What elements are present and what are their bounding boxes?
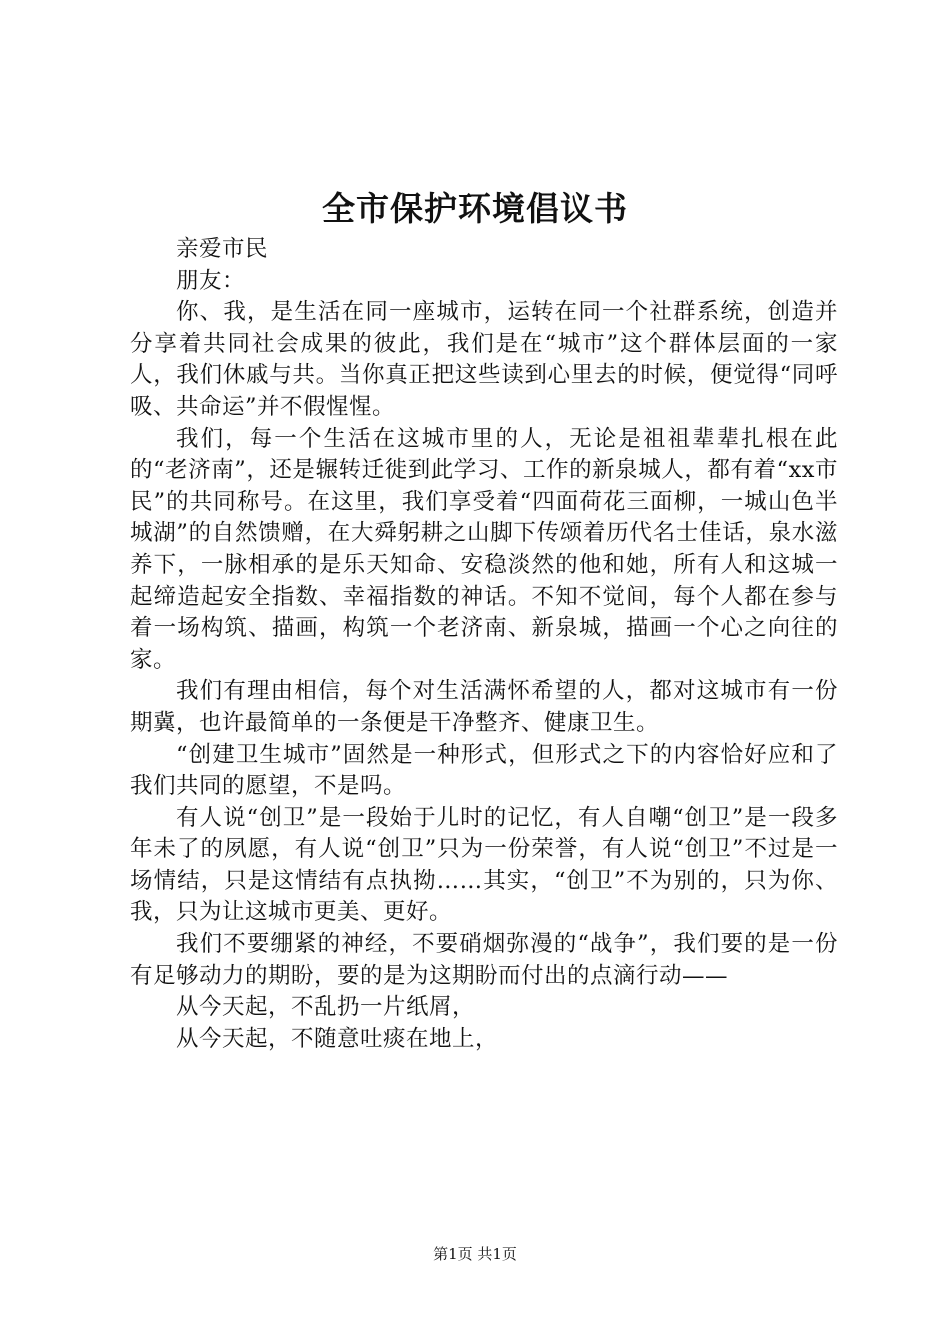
paragraph: 有人说“创卫”是一段始于儿时的记忆，有人自嘲“创卫”是一段多年未了的夙愿，有人说“创卫”只为一份荣誉，有人说“创卫”不过是一场情结，只是这情结有点执拗……其实，“创卫”不为别的，只为你、我，只为让这城市更美、更好。 [130, 804, 838, 926]
paragraph: 我们，每一个生活在这城市里的人，无论是祖祖辈辈扎根在此的“老济南”，还是辗转迁徙到此学习、工作的新泉城人，都有着“xx市民”的共同称号。在这里，我们享受着“四面荷花三面柳，一城山色半城湖”的自然馈赠，在大舜躬耕之山脚下传颂着历代名士佳话，泉水滋养下，一脉相承的是乐天知命、安稳淡然的他和她，所有人和这城一起缔造起安全指数、幸福指数的神话。不知不觉间，每个人都在参与着一场构筑、描画，构筑一个老济南、新泉城，描画一个心之向往的家。 [130, 425, 838, 673]
document-body [130, 234, 838, 1055]
paragraph: 你、我，是生活在同一座城市，运转在同一个社群系统，创造并分享着共同社会成果的彼此，我们是在“城市”这个群体层面的一家人，我们休戚与共。当你真正把这些读到心里去的时候，便觉得“同呼吸、共命运”并不假惺惺。 [130, 299, 838, 420]
document-title: 全市保护环境倡议书 [322, 189, 628, 228]
salutation-line-2: 朋友： [176, 267, 246, 294]
paragraph: 我们不要绷紧的神经，不要硝烟弥漫的“战争”，我们要的是一份有足够动力的期盼，要的是为这期盼而付出的点滴行动—— [130, 931, 838, 989]
paragraph: “创建卫生城市”固然是一种形式，但形式之下的内容恰好应和了我们共同的愿望，不是吗。 [130, 741, 838, 800]
paragraph: 从今天起，不乱扔一片纸屑， [176, 994, 476, 1021]
paragraph: 从今天起，不随意吐痰在地上， [176, 1025, 499, 1052]
paragraph: 我们有理由相信，每个对生活满怀希望的人，都对这城市有一份期冀，也许最简单的一条便是干净整齐、健康卫生。 [130, 678, 838, 736]
page-footer: 第1页 共1页 [433, 1245, 517, 1263]
salutation-line-1: 亲爱市民 [176, 236, 269, 262]
